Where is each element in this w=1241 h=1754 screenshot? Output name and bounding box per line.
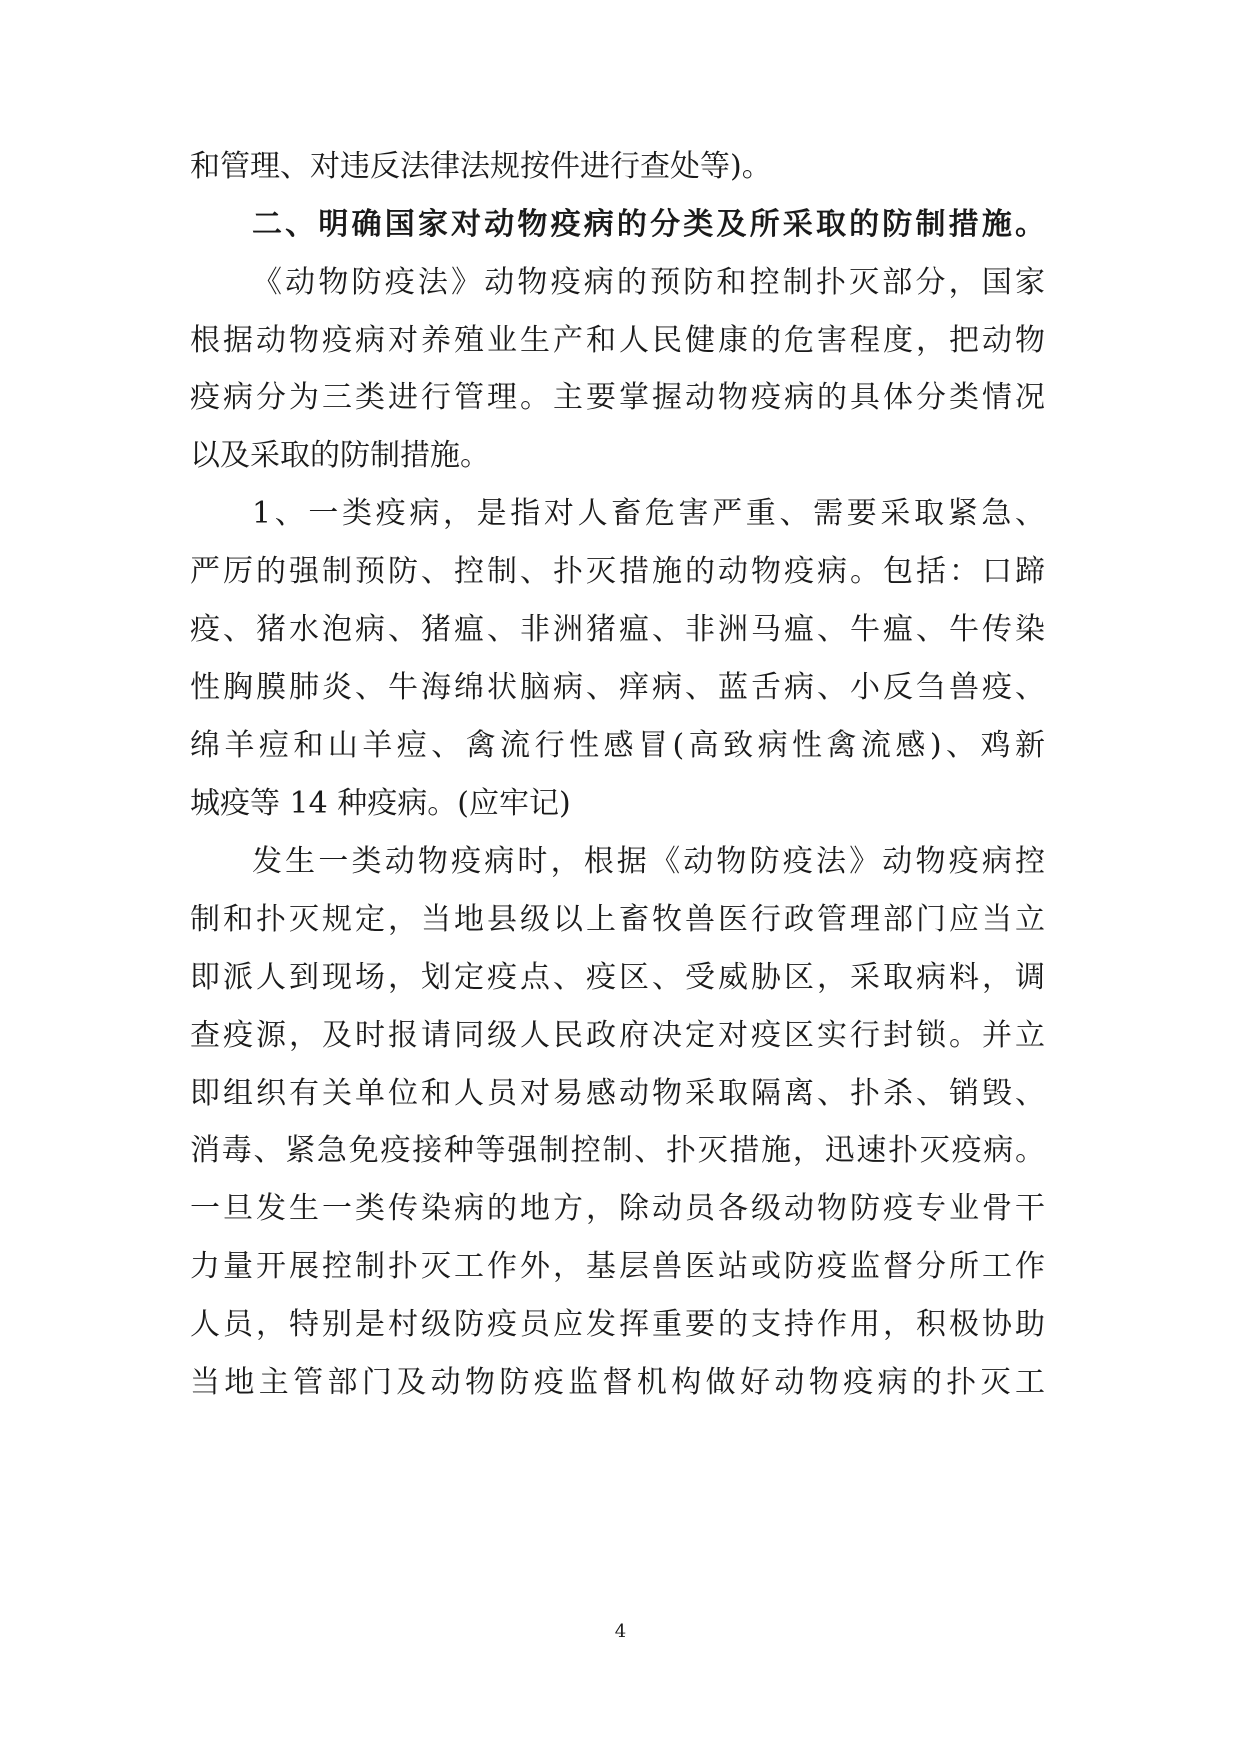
body-text-line: 疫病分为三类进行管理。主要掌握动物疫病的具体分类情况: [190, 380, 1045, 415]
body-text-line: 绵羊痘和山羊痘、禽流行性感冒(高致病性禽流感)、鸡新: [190, 728, 1045, 763]
body-text-line: 疫、猪水泡病、猪瘟、非洲猪瘟、非洲马瘟、牛瘟、牛传染: [190, 612, 1045, 647]
body-text-line: 查疫源，及时报请同级人民政府决定对疫区实行封锁。并立: [190, 1018, 1045, 1053]
body-text-line: 城疫等 14 种疫病。(应牢记): [190, 786, 571, 821]
body-text-line: 性胸膜肺炎、牛海绵状脑病、痒病、蓝舌病、小反刍兽疫、: [190, 670, 1045, 705]
body-text-line: 严厉的强制预防、控制、扑灭措施的动物疫病。包括：口蹄: [190, 554, 1045, 589]
body-text-line: 以及采取的防制措施。: [190, 438, 490, 473]
body-text-line: 制和扑灭规定，当地县级以上畜牧兽医行政管理部门应当立: [190, 902, 1045, 937]
body-text-line: 一旦发生一类传染病的地方，除动员各级动物防疫专业骨干: [190, 1191, 1045, 1226]
body-text-line: 根据动物疫病对养殖业生产和人民健康的危害程度，把动物: [190, 323, 1045, 358]
body-text-line: 力量开展控制扑灭工作外，基层兽医站或防疫监督分所工作: [190, 1249, 1045, 1284]
body-text-line: 即组织有关单位和人员对易感动物采取隔离、扑杀、销毁、: [190, 1076, 1045, 1111]
body-text-line: 1、一类疫病，是指对人畜危害严重、需要采取紧急、: [252, 496, 1045, 531]
body-text-line: 发生一类动物疫病时，根据《动物防疫法》动物疫病控: [252, 844, 1045, 879]
body-text-line: 和管理、对违反法律法规按件进行查处等)。: [190, 149, 772, 184]
page-number: 4: [614, 1621, 627, 1642]
body-text-line: 消毒、紧急免疫接种等强制控制、扑灭措施，迅速扑灭疫病。: [190, 1133, 1045, 1168]
body-text-line: 即派人到现场，划定疫点、疫区、受威胁区，采取病料，调: [190, 960, 1045, 995]
body-text-line: 人员，特别是村级防疫员应发挥重要的支持作用，积极协助: [190, 1307, 1045, 1342]
body-text-line: 《动物防疫法》动物疫病的预防和控制扑灭部分，国家: [252, 265, 1045, 300]
section-heading: 二、明确国家对动物疫病的分类及所采取的防制措施。: [252, 207, 1045, 242]
body-text-line: 当地主管部门及动物防疫监督机构做好动物疫病的扑灭工: [190, 1365, 1045, 1400]
